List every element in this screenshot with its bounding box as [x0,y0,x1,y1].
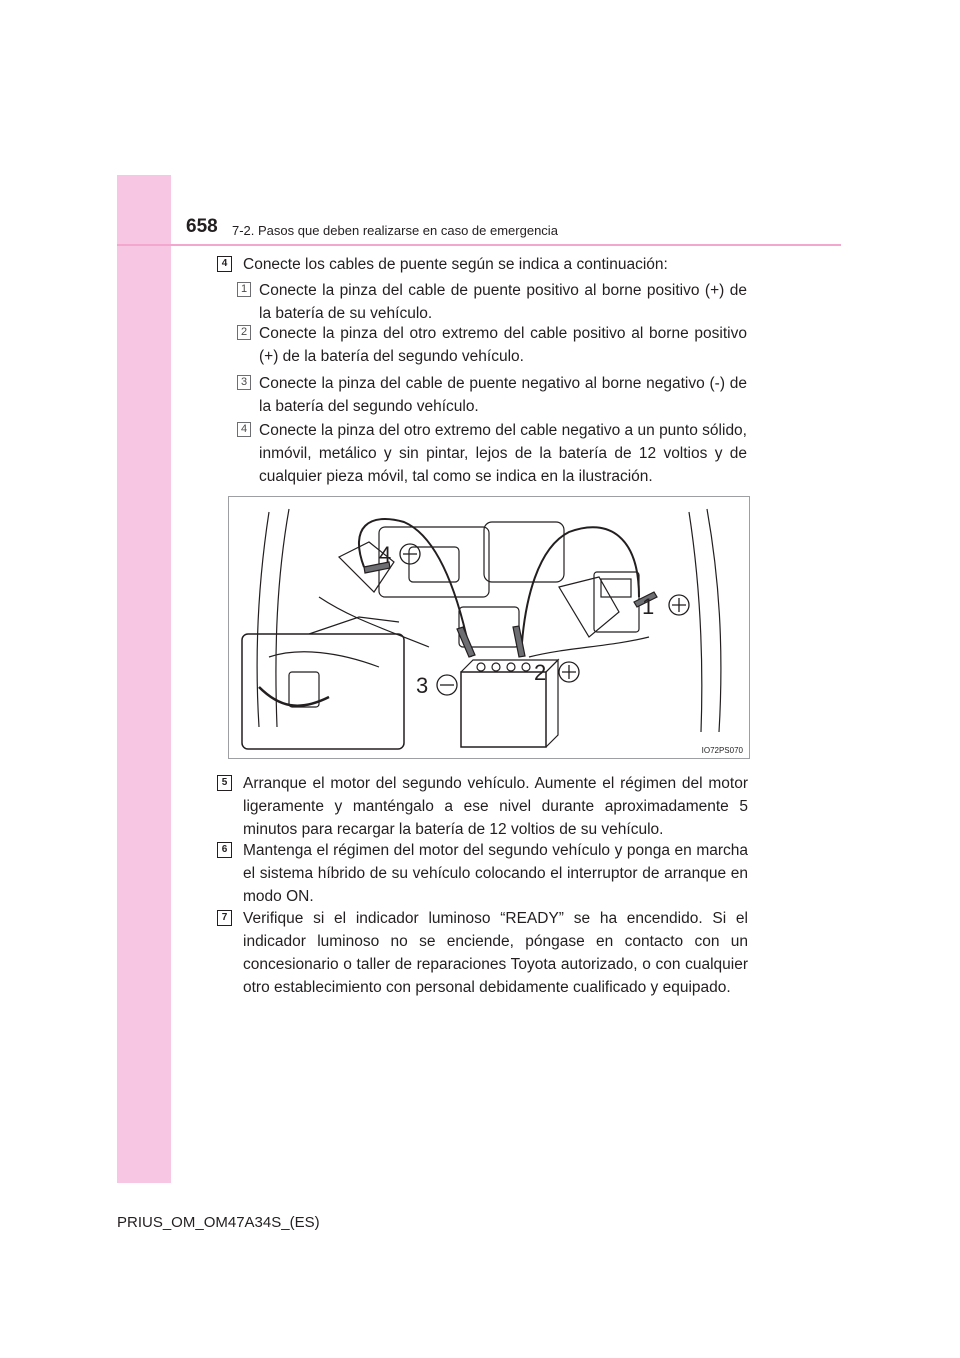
jump-start-illustration [228,496,750,759]
sub-badge-4: 4 [237,422,251,437]
step-badge-6: 6 [217,842,232,858]
callout-3: 3 [416,673,429,698]
section-title: 7-2. Pasos que deben realizarse en caso de emergencia [232,223,558,238]
engine-bay-drawing [229,497,749,758]
footer-doc-code: PRIUS_OM_OM47A34S_(ES) [117,1214,320,1231]
side-tab [117,175,171,1183]
callout-2: 2 [534,660,547,685]
sub-step-3-text: Conecte la pinza del cable de puente negativo al borne negativo (-) de la batería del segundo vehículo. [259,375,747,415]
sub-step-4-text: Conecte la pinza del otro extremo del cable negativo a un punto sólido, inmóvil, metálico y sin pintar, lejos de la batería de 12 voltios y de cualquier pieza móvil, tal como se indica en la ilustración. [259,422,747,485]
page-number: 658 [186,216,218,237]
step-badge-5: 5 [217,775,232,791]
sub-step-2-text: Conecte la pinza del otro extremo del cable positivo al borne positivo (+) de la batería del segundo vehículo. [259,325,747,365]
step-badge-4: 4 [217,256,232,272]
illustration-code: IO72PS070 [701,746,743,755]
callout-1: 1 [642,594,655,619]
sub-badge-1: 1 [237,282,251,297]
sub-step-1-text: Conecte la pinza del cable de puente positivo al borne positivo (+) de la batería de su vehículo. [259,282,747,322]
step-7-text: Verifique si el indicador luminoso “READY” se ha encendido. Si el indicador luminoso no se enciende, póngase en contacto con un concesionario o taller de reparaciones Toyota autorizado, o con cualquier otro establecimiento con personal debidamente cualificado y equipado. [243,910,748,996]
step-6-text: Mantenga el régimen del motor del segundo vehículo y ponga en marcha el sistema híbrido de su vehículo colocando el interruptor de arranque en modo ON. [243,842,748,905]
sub-badge-2: 2 [237,325,251,340]
step-4-text: Conecte los cables de puente según se indica a continuación: [243,256,668,273]
sub-badge-3: 3 [237,375,251,390]
header-rule [117,244,841,246]
step-badge-7: 7 [217,910,232,926]
callout-4: 4 [379,542,392,567]
step-5-text: Arranque el motor del segundo vehículo. Aumente el régimen del motor ligeramente y manténgalo a ese nivel durante aproximadamente 5 minutos para recargar la batería de 12 voltios de su vehículo. [243,775,748,838]
